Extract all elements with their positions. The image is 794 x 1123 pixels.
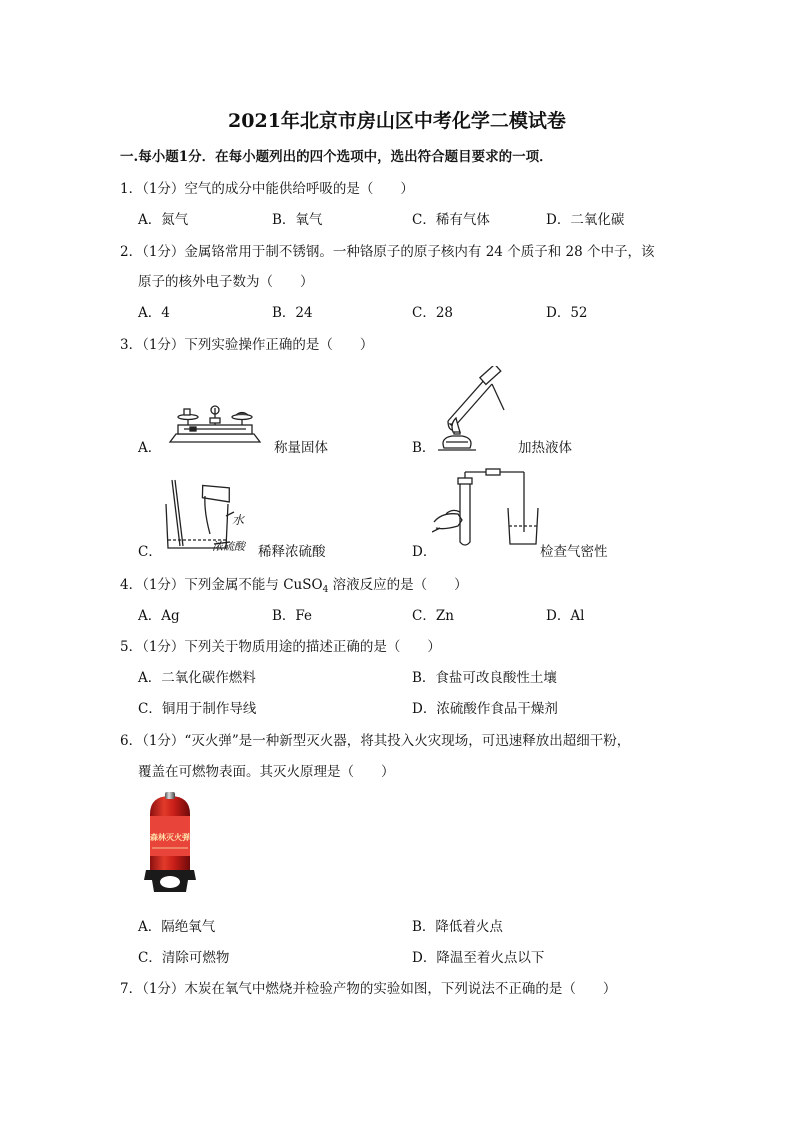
q5-option-a: A．二氧化碳作燃料 bbox=[138, 670, 256, 686]
water-label: 水 bbox=[232, 513, 245, 527]
q3-option-c-caption: 稀释浓硫酸 bbox=[258, 544, 326, 560]
q2-option-c: C．28 bbox=[412, 305, 454, 321]
q3-option-d-letter: D． bbox=[412, 544, 437, 560]
question-6-stem-line2: 覆盖在可燃物表面。其灭火原理是（ ） bbox=[138, 764, 395, 780]
section-heading: 一.每小题1分．在每小题列出的四个选项中，选出符合题目要求的一项． bbox=[120, 149, 553, 165]
q1-option-c: C．稀有气体 bbox=[412, 212, 490, 228]
question-2-stem-line1: 2．（1分）金属铬常用于制不锈钢。一种铬原子的原子核内有 24 个质子和 28 个中子，该 bbox=[120, 244, 655, 260]
q6-option-c: C．清除可燃物 bbox=[138, 950, 230, 966]
page-title: 2021年北京市房山区中考化学二模试卷 bbox=[228, 110, 566, 132]
q5-option-d: D．浓硫酸作食品干燥剂 bbox=[412, 701, 558, 717]
question-2-stem-line2: 原子的核外电子数为（ ） bbox=[138, 274, 314, 290]
balance-scale-figure bbox=[160, 398, 270, 450]
question-7-stem: 7．（1分）木炭在氧气中燃烧并检验产物的实验如图，下列说法不正确的是（ ） bbox=[120, 981, 617, 997]
q4-option-a: A．Ag bbox=[138, 608, 180, 624]
q1-option-b: B．氧气 bbox=[272, 212, 323, 228]
question-6-stem-line1: 6．（1分）“灭火弹”是一种新型灭火器，将其投入火灾现场，可迅速释放出超细干粉， bbox=[120, 733, 631, 749]
q3-option-a-caption: 称量固体 bbox=[274, 440, 328, 456]
q3-option-d-caption: 检查气密性 bbox=[540, 544, 608, 560]
q4-option-d: D．Al bbox=[546, 608, 585, 624]
question-1-stem: 1．（1分）空气的成分中能供给呼吸的是（ ） bbox=[120, 181, 414, 197]
q4-option-c: C．Zn bbox=[412, 608, 454, 624]
q2-option-d: D．52 bbox=[546, 305, 588, 321]
extinguisher-label: 森林灭火弹 bbox=[150, 833, 190, 842]
q1-option-d: D．二氧化碳 bbox=[546, 212, 625, 228]
q3-option-a-letter: A． bbox=[138, 440, 162, 456]
q3-option-b-letter: B． bbox=[412, 440, 436, 456]
q5-option-b: B．食盐可改良酸性土壤 bbox=[412, 670, 557, 686]
q1-option-a: A．氮气 bbox=[138, 212, 189, 228]
q3-option-b-caption: 加热液体 bbox=[518, 440, 572, 456]
q3-option-c-letter: C． bbox=[138, 544, 162, 560]
q2-option-a: A．4 bbox=[138, 305, 170, 321]
airtightness-check-figure bbox=[432, 468, 542, 552]
question-3-stem: 3．（1分）下列实验操作正确的是（ ） bbox=[120, 337, 374, 353]
fire-extinguisher-ball-figure bbox=[140, 792, 200, 898]
q2-option-b: B．24 bbox=[272, 305, 313, 321]
acid-label: 浓硫酸 bbox=[212, 540, 245, 553]
heating-liquid-figure bbox=[434, 366, 510, 454]
q6-option-b: B．降低着火点 bbox=[412, 919, 503, 935]
question-4-stem: 4．（1分）下列金属不能与 CuSO$_4$ 溶液反应的是（ ） bbox=[120, 577, 468, 595]
question-5-stem: 5．（1分）下列关于物质用途的描述正确的是（ ） bbox=[120, 639, 441, 655]
q6-option-d: D．降温至着火点以下 bbox=[412, 950, 545, 966]
q6-option-a: A．隔绝氧气 bbox=[138, 919, 216, 935]
q4-option-b: B．Fe bbox=[272, 608, 313, 624]
q5-option-c: C．铜用于制作导线 bbox=[138, 701, 257, 717]
